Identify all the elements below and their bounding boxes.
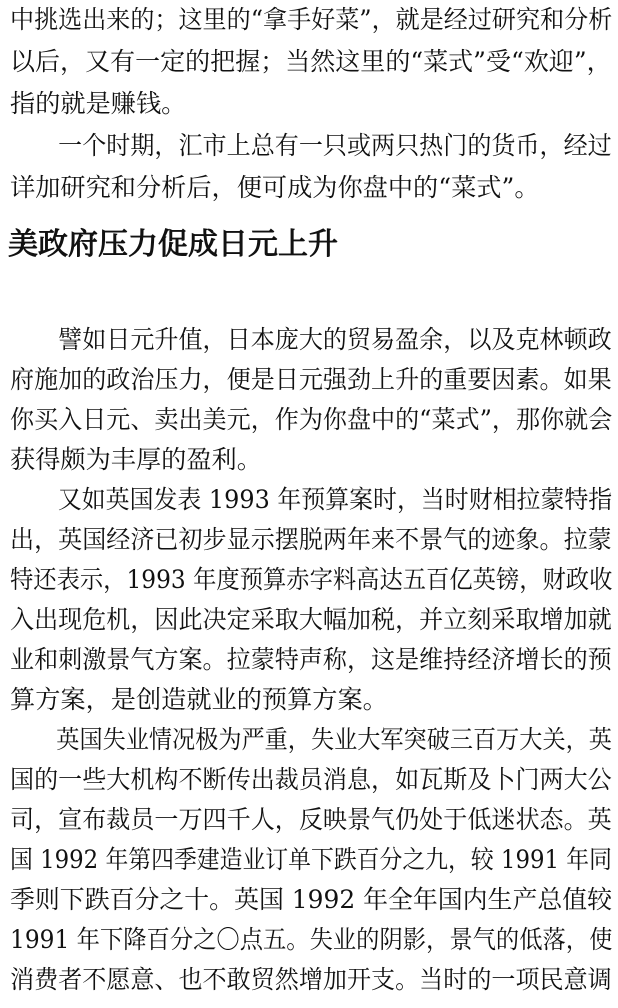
text-line: 又如英国发表 1993 年预算案时，当时财相拉蒙特指	[10, 485, 613, 514]
text-line: 特还表示，1993 年度预算赤字料高达五百亿英镑，财政收	[10, 565, 613, 594]
text-line: 指的就是赚钱。	[10, 89, 187, 118]
text-line: 一个时期，汇市上总有一只或两只热门的货币，经过	[10, 131, 612, 160]
text-line: 国 1992 年第四季建造业订单下跌百分之九，较 1991 年同	[10, 845, 612, 874]
text-line: 譬如日元升值，日本庞大的贸易盈余，以及克林顿政	[10, 325, 612, 354]
text-line: 以后，又有一定的把握；当然这里的“菜式”受“欢迎”，	[10, 47, 612, 76]
text-line: 你买入日元、卖出美元，作为你盘中的“菜式”，那你就会	[10, 405, 613, 434]
text-line: 国的一些大机构不断传出裁员消息，如瓦斯及卜门两大公	[10, 765, 612, 794]
text-line: 季则下跌百分之十。英国 1992 年全年国内生产总值较	[10, 885, 613, 914]
text-line: 入出现危机，因此决定采取大幅加税，并立刻采取增加就	[10, 605, 612, 634]
text-line: 获得颇为丰厚的盈利。	[10, 445, 262, 474]
text-line: 英国失业情况极为严重，失业大军突破三百万大关，英	[10, 725, 612, 754]
text-line: 府施加的政治压力，便是日元强劲上升的重要因素。如果	[10, 365, 612, 394]
text-line: 业和刺激景气方案。拉蒙特声称，这是维持经济增长的预	[10, 645, 612, 674]
section-heading: 美政府压力促成日元上升	[8, 227, 338, 262]
text-line: 司，宣布裁员一万四千人，反映景气仍处于低迷状态。英	[10, 805, 612, 834]
text-line: 详加研究和分析后，便可成为你盘中的“菜式”。	[10, 173, 540, 202]
text-line: 1991 年下降百分之〇点五。失业的阴影，景气的低落，使	[10, 925, 613, 954]
text-line: 中挑选出来的；这里的“拿手好菜”，就是经过研究和分析	[10, 5, 613, 34]
text-line: 消费者不愿意、也不敢贸然增加开支。当时的一项民意调	[10, 965, 612, 994]
text-line: 算方案，是创造就业的预算方案。	[10, 685, 388, 714]
text-line: 出，英国经济已初步显示摆脱两年来不景气的迹象。拉蒙	[10, 525, 612, 554]
